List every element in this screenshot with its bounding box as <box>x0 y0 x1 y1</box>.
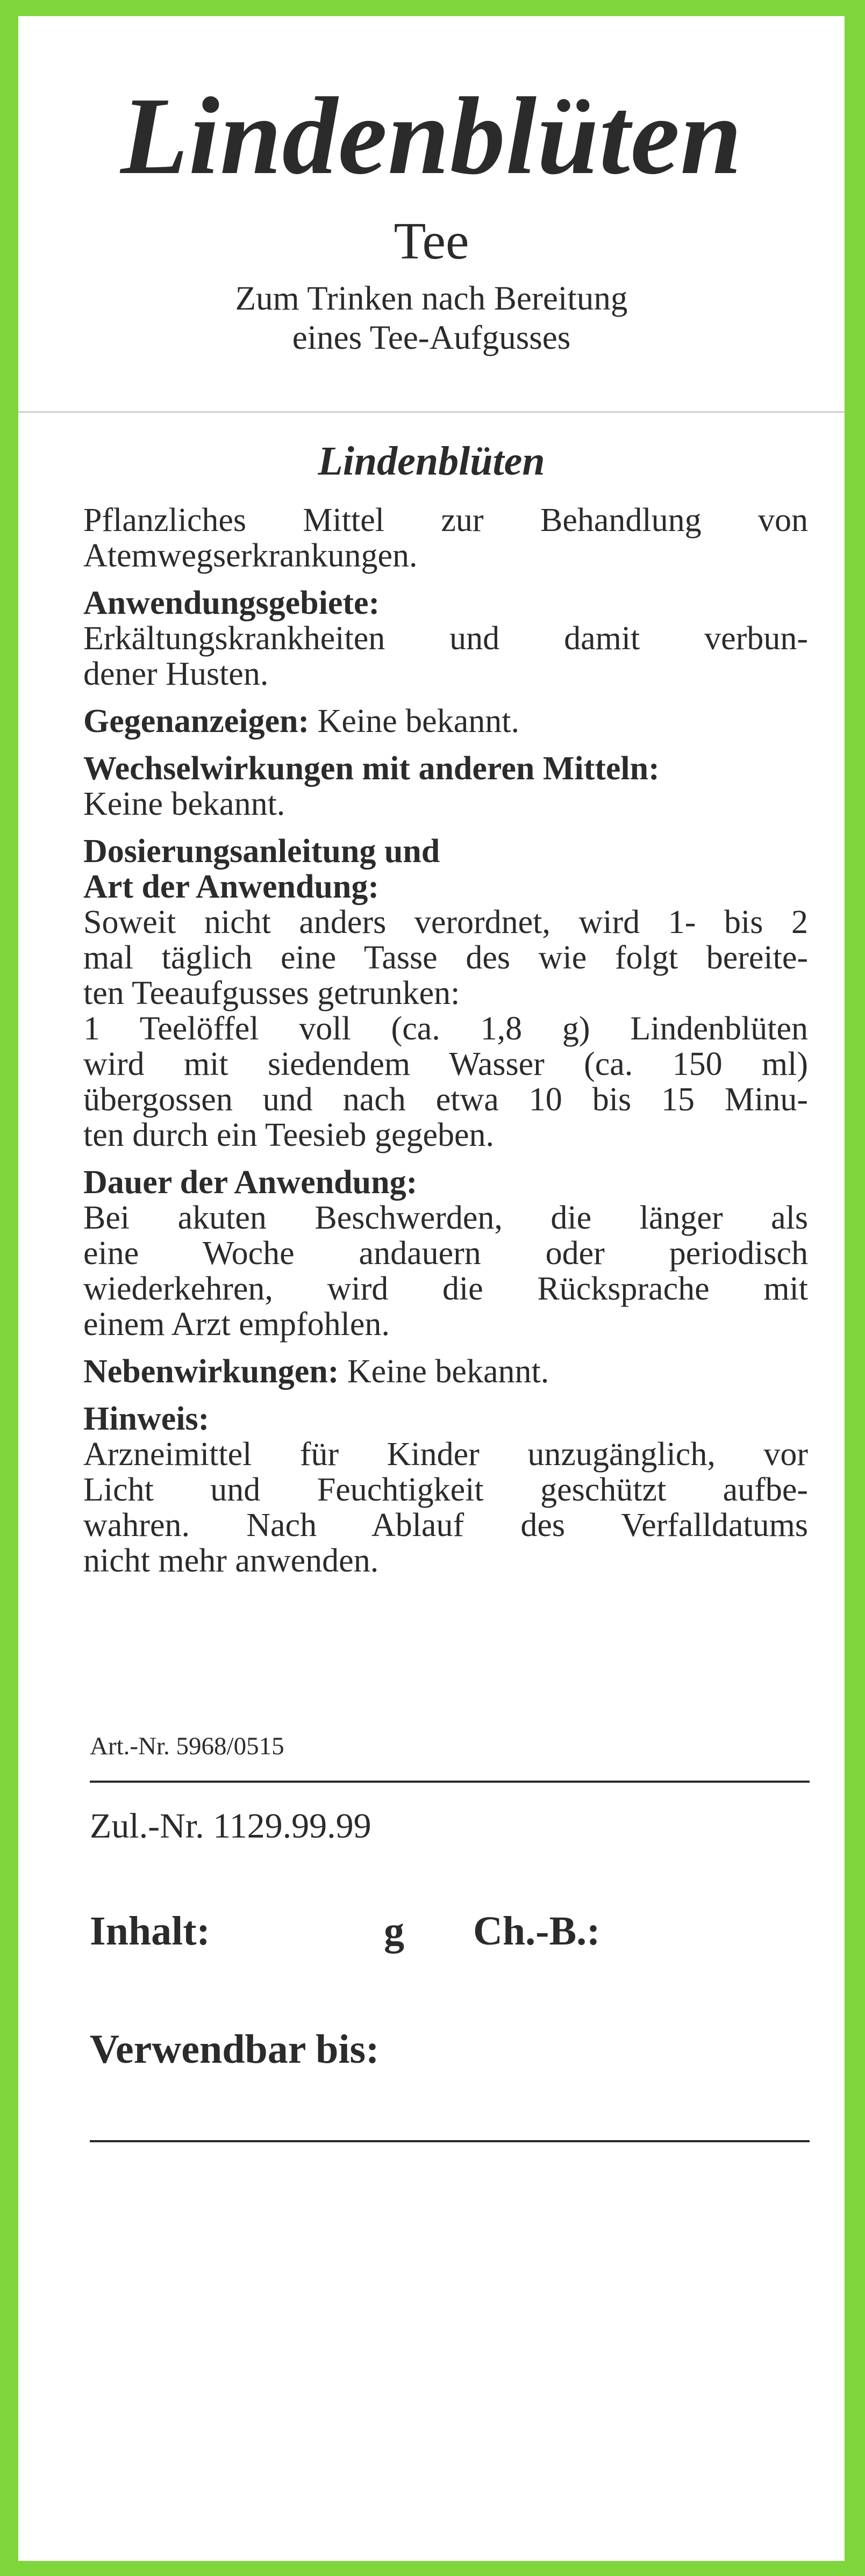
text-line: eine Woche andauern oder periodisch <box>83 1235 808 1272</box>
section-heading: Hinweis: <box>83 1401 210 1437</box>
label-header <box>18 16 845 411</box>
section-heading: Art der Anwendung: <box>83 869 380 905</box>
section-heading: Dosierungsanleitung und <box>83 833 440 870</box>
text-line: ten durch ein Teesieb gegeben. <box>83 1117 495 1153</box>
product-subtitle: Tee <box>394 212 469 270</box>
article-number: Art.-Nr. 5968/0515 <box>90 1732 284 1760</box>
product-title: Lindenblüten <box>120 74 742 197</box>
notice-block <box>83 1401 808 1578</box>
leaflet-body <box>83 503 808 1590</box>
side-effects-block <box>83 1354 808 1389</box>
text-line: Arzneimittel für Kinder unzugänglich, vor <box>83 1436 808 1473</box>
text-line: Erkältungskrankheiten und damit verbun- <box>83 620 808 657</box>
approval-number: Zul.-Nr. 1129.99.99 <box>90 1806 371 1846</box>
leaflet-title: Lindenblüten <box>318 439 545 484</box>
batch-label: Ch.-B.: <box>473 1908 601 1954</box>
indications-block <box>83 585 808 692</box>
text-line: Pflanzliches Mittel zur Behandlung von <box>83 502 808 539</box>
text-inline: Keine bekannt. <box>339 1353 549 1390</box>
section-heading: Dauer der Anwendung: <box>83 1164 418 1201</box>
text-inline: Keine bekannt. <box>309 703 519 740</box>
text-line: wahren. Nach Ablauf des Verfalldatums <box>83 1507 808 1544</box>
text-line: ten Teeaufgusses getrunken: <box>83 975 460 1011</box>
expiry-label: Verwendbar bis: <box>90 2027 380 2072</box>
text-line: nicht mehr anwenden. <box>83 1542 379 1579</box>
text-line: übergossen und nach etwa 10 bis 15 Minu- <box>83 1081 808 1118</box>
text-line: wird mit siedendem Wasser (ca. 150 ml) <box>83 1046 808 1082</box>
dosage-block <box>83 834 808 1153</box>
contraindications-block <box>83 704 808 739</box>
text-line: mal täglich eine Tasse des wie folgt bereite- <box>83 939 808 976</box>
section-heading: Anwendungsgebiete: <box>83 585 380 621</box>
contents-unit: g <box>384 1908 404 1954</box>
text-line: Bei akuten Beschwerden, die länger als <box>83 1200 808 1236</box>
contents-label: Inhalt: <box>90 1908 210 1954</box>
expiry-write-line <box>90 2140 810 2142</box>
divider-rule <box>90 1781 810 1783</box>
text-line: Licht und Feuchtigkeit geschützt aufbe- <box>83 1472 808 1508</box>
text-line: Soweit nicht anders verordnet, wird 1- bis 2 <box>83 904 808 941</box>
product-label <box>18 16 845 2561</box>
intro-block <box>83 503 808 573</box>
text-line: wiederkehren, wird die Rücksprache mit <box>83 1271 808 1307</box>
text-line: einem Arzt empfohlen. <box>83 1306 390 1343</box>
preparation-note-line-2: eines Tee-Aufgusses <box>292 319 571 356</box>
preparation-note-line-1: Zum Trinken nach Bereitung <box>235 279 628 317</box>
interactions-block <box>83 751 808 822</box>
text-line: 1 Teelöffel voll (ca. 1,8 g) Lindenblüten <box>83 1010 808 1047</box>
section-heading: Wechselwirkungen mit anderen Mitteln: <box>83 750 660 787</box>
text-line: dener Husten. <box>83 656 269 692</box>
duration-block <box>83 1165 808 1342</box>
fold-divider <box>18 411 845 413</box>
text-line: Keine bekannt. <box>83 786 285 822</box>
section-heading: Nebenwirkungen: <box>83 1353 339 1390</box>
section-heading: Gegenanzeigen: <box>83 703 310 740</box>
text-line: Atemwegserkrankungen. <box>83 537 418 574</box>
